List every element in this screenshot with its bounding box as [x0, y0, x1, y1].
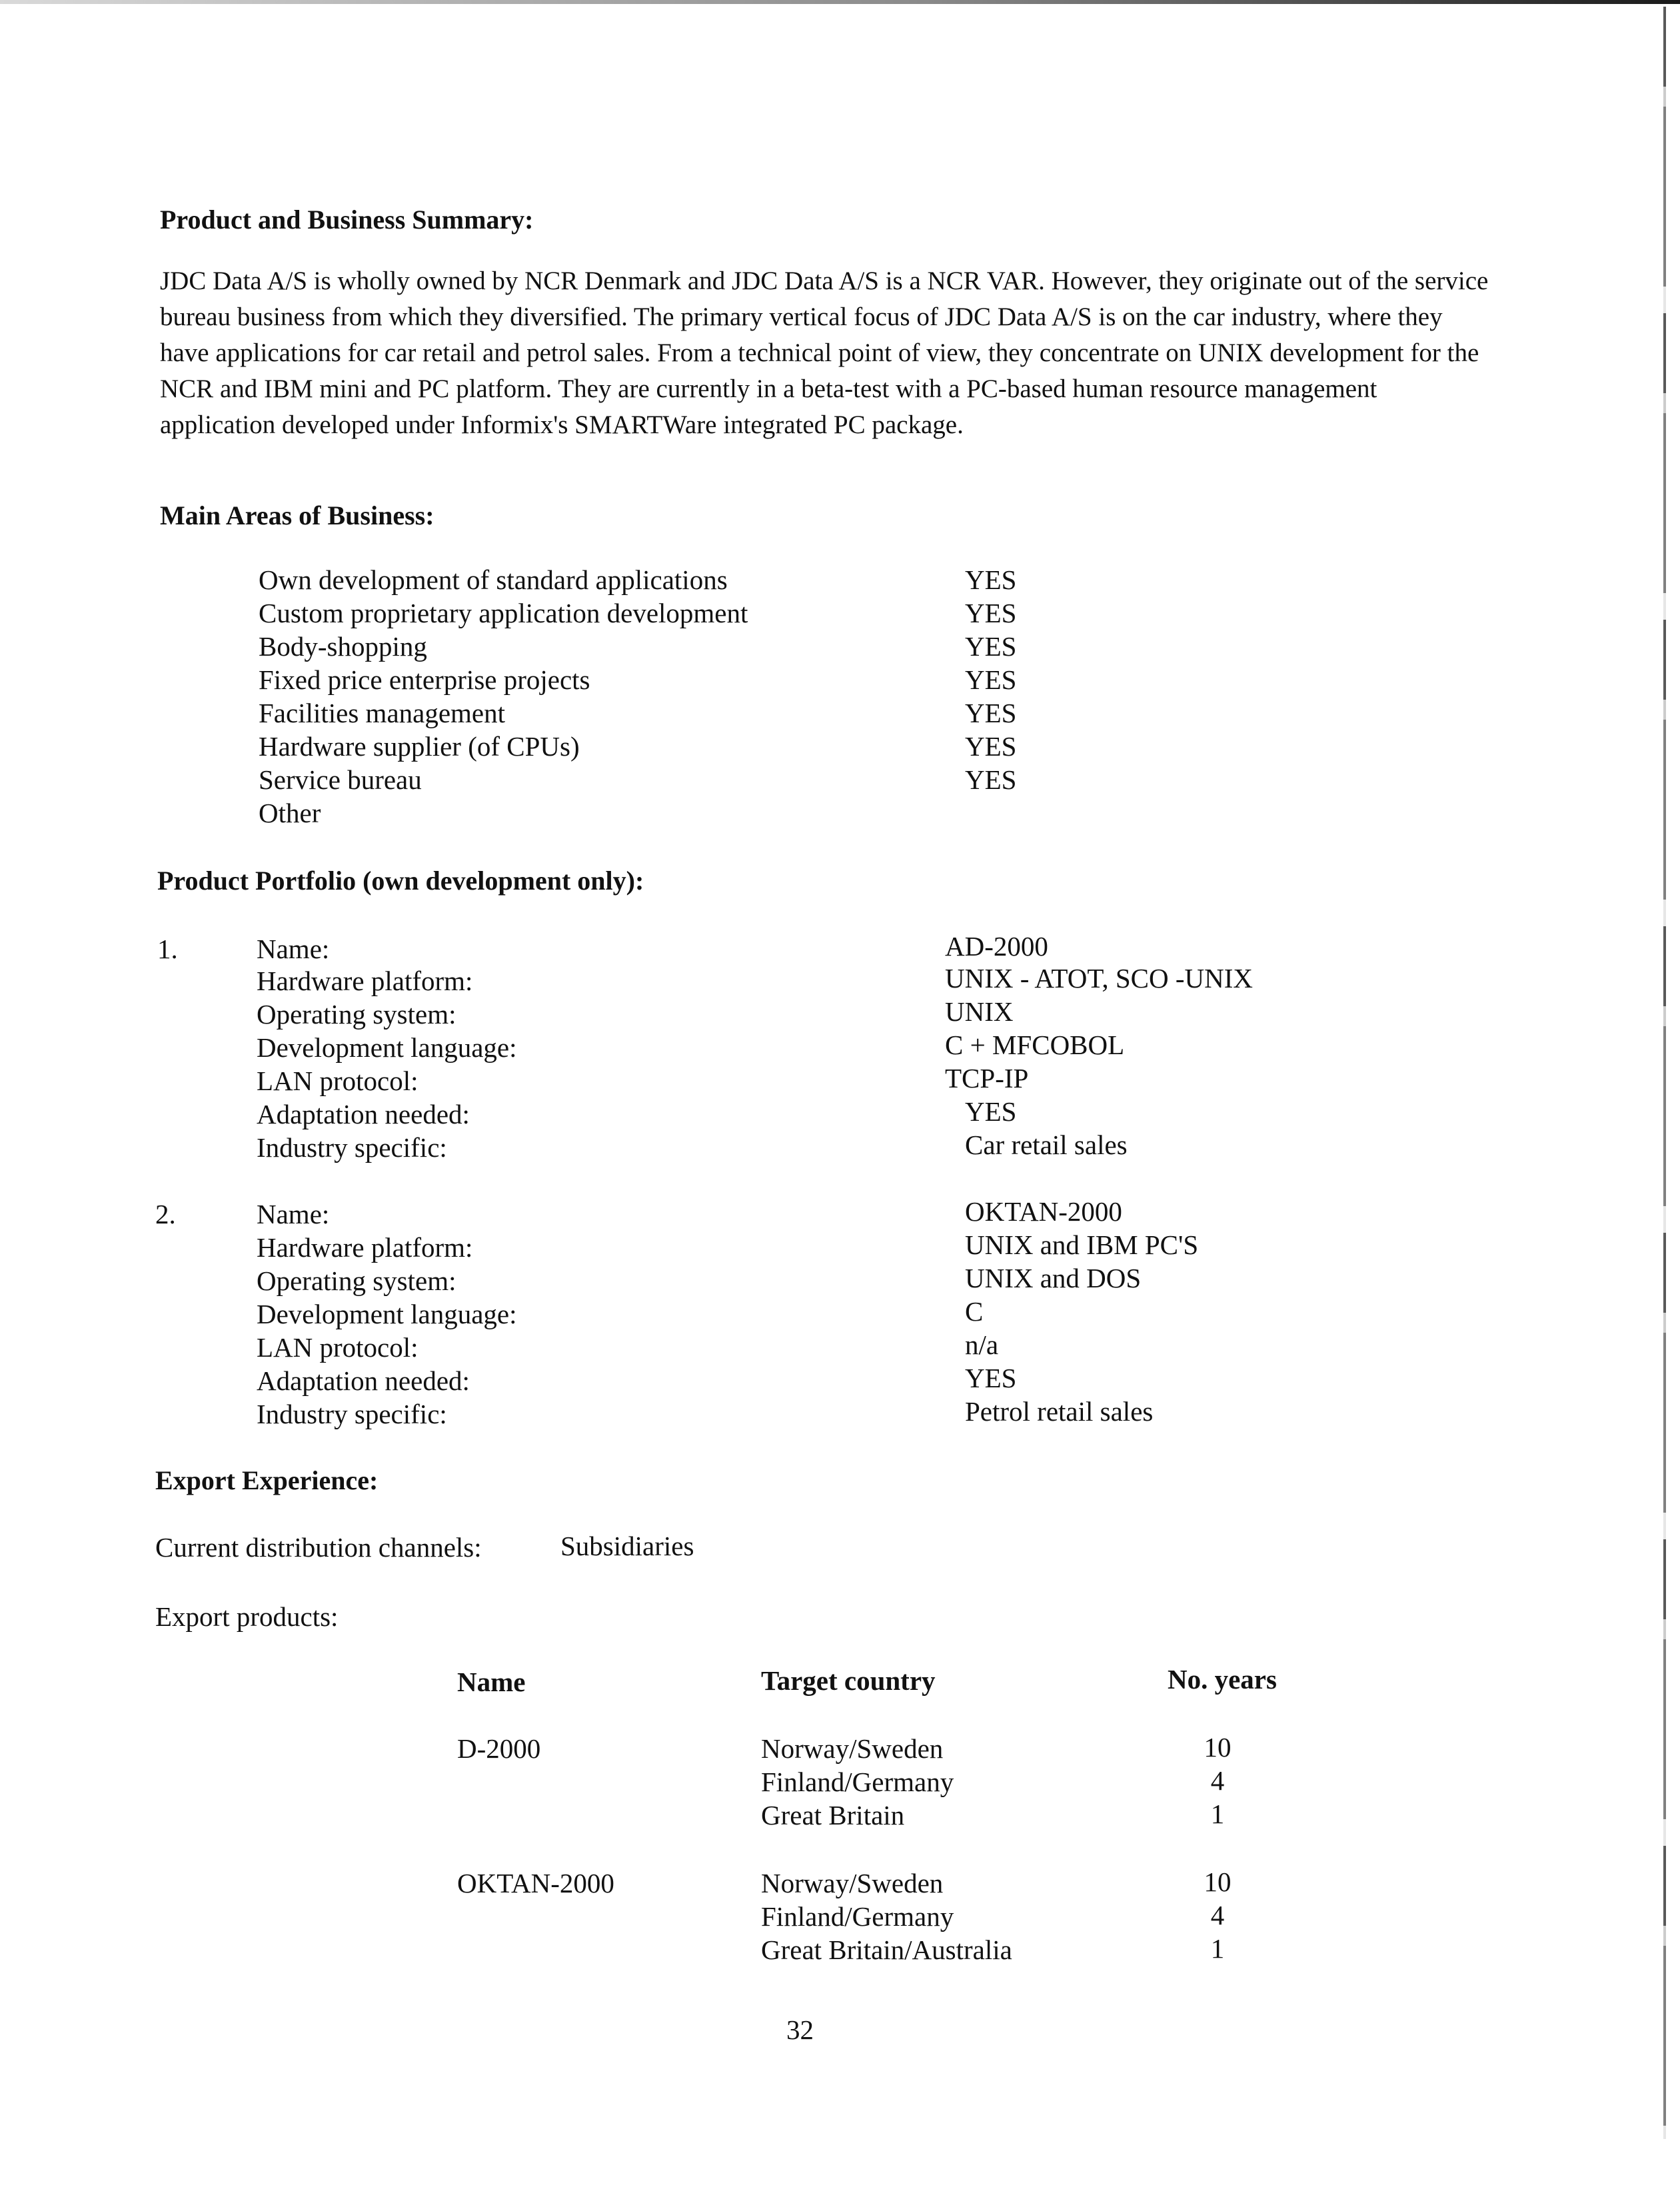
- product-field-label: Name:: [257, 934, 330, 964]
- page-number: 32: [786, 2014, 814, 2045]
- product-field-label: Industry specific:: [257, 1132, 447, 1163]
- scan-edge-top: [0, 0, 1680, 4]
- business-area-label: Body-shopping: [259, 631, 427, 662]
- scan-edge-right: [1663, 7, 1666, 2139]
- product-field-value: OKTAN-2000: [965, 1196, 1122, 1227]
- product-field-value: AD-2000: [945, 931, 1048, 962]
- product-field-value: C + MFCOBOL: [945, 1030, 1125, 1060]
- product-field-value: UNIX and IBM PC'S: [965, 1229, 1199, 1260]
- table-cell-years: 4: [1210, 1765, 1225, 1796]
- table-header-years: No. years: [1168, 1664, 1277, 1695]
- product-field-value: UNIX and DOS: [965, 1263, 1142, 1293]
- business-area-label: Custom proprietary application development: [259, 598, 748, 628]
- table-cell-years: 1: [1210, 1799, 1225, 1829]
- business-area-label: Facilities management: [259, 698, 506, 728]
- product-field-value: YES: [965, 1096, 1017, 1127]
- business-area-value: YES: [965, 764, 1017, 795]
- product-field-value: YES: [965, 1363, 1017, 1393]
- product-field-value: Petrol retail sales: [965, 1396, 1154, 1427]
- table-group-name: OKTAN-2000: [457, 1868, 614, 1898]
- product-field-label: Development language:: [257, 1299, 517, 1329]
- business-area-label: Service bureau: [259, 764, 422, 795]
- table-header-target-country: Target country: [761, 1665, 936, 1696]
- business-area-label: Own development of standard applications: [259, 564, 728, 595]
- business-areas-heading: Main Areas of Business:: [160, 500, 434, 530]
- business-area-label: Other: [259, 798, 321, 828]
- table-cell-country: Finland/Germany: [761, 1901, 954, 1932]
- business-area-value: YES: [965, 731, 1017, 762]
- business-area-value: YES: [965, 664, 1017, 695]
- product-field-value: n/a: [965, 1329, 999, 1360]
- distribution-channels-value: Subsidiaries: [560, 1531, 694, 1561]
- business-area-value: YES: [965, 698, 1017, 728]
- table-cell-country: Norway/Sweden: [761, 1868, 944, 1898]
- product-field-label: Adaptation needed:: [257, 1099, 470, 1129]
- export-heading: Export Experience:: [155, 1465, 379, 1495]
- product-number: 2.: [155, 1199, 176, 1229]
- export-products-label: Export products:: [155, 1601, 339, 1632]
- product-field-label: Operating system:: [257, 999, 456, 1030]
- business-area-label: Fixed price enterprise projects: [259, 664, 590, 695]
- table-cell-country: Norway/Sweden: [761, 1733, 944, 1764]
- summary-heading: Product and Business Summary:: [160, 205, 534, 235]
- table-cell-country: Great Britain/Australia: [761, 1934, 1012, 1965]
- table-cell-country: Finland/Germany: [761, 1767, 954, 1797]
- table-header-name: Name: [457, 1667, 526, 1697]
- product-field-label: Hardware platform:: [257, 966, 473, 996]
- product-field-label: LAN protocol:: [257, 1332, 419, 1363]
- table-cell-country: Great Britain: [761, 1800, 905, 1830]
- product-field-label: LAN protocol:: [257, 1066, 419, 1096]
- table-cell-years: 4: [1210, 1900, 1225, 1930]
- portfolio-heading: Product Portfolio (own development only):: [157, 866, 644, 896]
- business-area-value: YES: [965, 631, 1017, 662]
- product-field-value: C: [965, 1296, 984, 1327]
- product-number: 1.: [157, 934, 178, 964]
- business-area-value: YES: [965, 598, 1017, 628]
- table-cell-years: 1: [1210, 1933, 1225, 1964]
- table-group-name: D-2000: [457, 1733, 541, 1764]
- business-area-label: Hardware supplier (of CPUs): [259, 731, 580, 762]
- product-field-label: Adaptation needed:: [257, 1365, 470, 1396]
- distribution-channels-label: Current distribution channels:: [155, 1532, 482, 1563]
- product-field-value: Car retail sales: [965, 1129, 1128, 1160]
- product-field-value: TCP-IP: [945, 1063, 1029, 1093]
- product-field-label: Development language:: [257, 1032, 517, 1063]
- product-field-value: UNIX: [945, 996, 1014, 1027]
- product-field-label: Hardware platform:: [257, 1232, 473, 1263]
- table-cell-years: 10: [1204, 1866, 1232, 1897]
- product-field-value: UNIX - ATOT, SCO -UNIX: [945, 963, 1253, 994]
- product-field-label: Operating system:: [257, 1265, 456, 1296]
- summary-paragraph: JDC Data A/S is wholly owned by NCR Denmark and JDC Data A/S is a NCR VAR. However, they originate out of the service bureau business from which they diversified. The primary vertical focus of JDC Data A/S is on the car industry, where they have applications for car retail and petrol sales. From a technical point of view, they concentrate on UNIX development for the NCR and IBM mini and PC platform. They are currently in a beta-test with a PC-based human resource management application developed under Informix's SMARTWare integrated PC package.: [160, 267, 1489, 439]
- business-area-value: YES: [965, 564, 1017, 595]
- product-field-label: Name:: [257, 1199, 330, 1229]
- table-cell-years: 10: [1204, 1732, 1232, 1763]
- product-field-label: Industry specific:: [257, 1399, 447, 1429]
